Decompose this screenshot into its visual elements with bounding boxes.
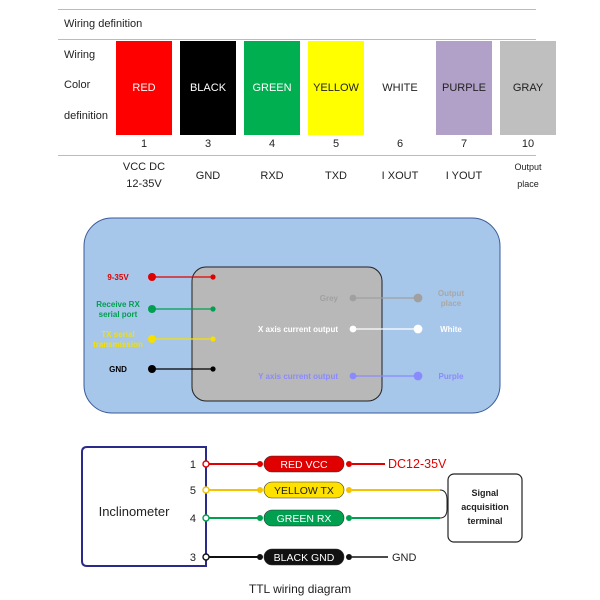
ttl-wire-dot [257,461,263,467]
ttl-wire-dot [257,487,263,493]
pin-terminal-dot [203,461,209,467]
color-swatch-black: BLACK [180,41,236,135]
wire-pill-label: RED VCC [280,459,328,471]
ttl-wire-dot [346,461,352,467]
signal-name: GND [195,169,221,182]
wire-end-label: GND [392,552,417,564]
terminal-bracket [440,490,447,518]
color-swatch-green: GREEN [244,41,300,135]
signal-name: RXD [260,169,284,182]
terminal-label: Signal acquisition terminal [461,488,509,526]
pin-terminal-dot [203,515,209,521]
color-swatch-white: WHITE [372,41,428,135]
pin-number: 3 [204,138,212,150]
ttl-caption: TTL wiring diagram [248,582,352,596]
right-wire-label: Purple [438,372,464,381]
ttl-wire-dot [346,515,352,521]
signal-name: I YOUT [445,169,483,182]
color-swatch-gray: GRAY [500,41,556,135]
ttl-wire-dot [346,487,352,493]
row-label-definition: definition [64,110,109,122]
right-wire-label: Output place [437,289,465,308]
pin-number: 6 [396,138,404,150]
signal-name: TXD [325,169,347,182]
left-wire-label: GND [109,365,127,374]
table-title: Wiring definition [64,18,143,30]
left-wire-label: 9-35V [107,273,129,282]
row-label-wiring: Wiring [64,49,96,61]
pin-number: 4 [268,138,276,150]
inner-output-label: Y axis current output [258,372,338,381]
pin-terminal-dot [203,554,209,560]
inner-output-label: Grey [319,294,338,303]
left-wire-label: TX serial transmission [93,330,143,349]
ttl-wire-dot [346,554,352,560]
left-wire-label: Receive RX serial port [96,300,140,319]
pin-number: 4 [189,513,196,525]
signal-name: I XOUT [381,169,419,182]
color-swatch-yellow: YELLOW [308,41,364,135]
signal-name: VCC DC 12-35V [122,161,166,190]
ttl-wire-dot [257,515,263,521]
pin-number: 7 [460,138,468,150]
pin-number: 1 [140,138,148,150]
pin-number: 5 [189,485,196,497]
color-swatch-red: RED [116,41,172,135]
signal-name: Output place [514,162,542,189]
pin-terminal-dot [203,487,209,493]
wire-end-label: DC12-35V [388,457,447,471]
inclinometer-label: Inclinometer [98,504,170,519]
pin-number: 10 [521,138,535,150]
wire-pill-label: YELLOW TX [274,485,334,497]
inner-output-label: X axis current output [257,325,338,334]
row-label-color: Color [64,79,91,91]
pin-number: 3 [189,552,196,564]
pin-number: 5 [332,138,340,150]
right-wire-label: White [440,325,462,334]
color-swatch-purple: PURPLE [436,41,492,135]
pin-number: 1 [189,459,196,471]
wire-pill-label: GREEN RX [276,513,332,525]
ttl-wire-dot [257,554,263,560]
wire-pill-label: BLACK GND [273,552,335,564]
